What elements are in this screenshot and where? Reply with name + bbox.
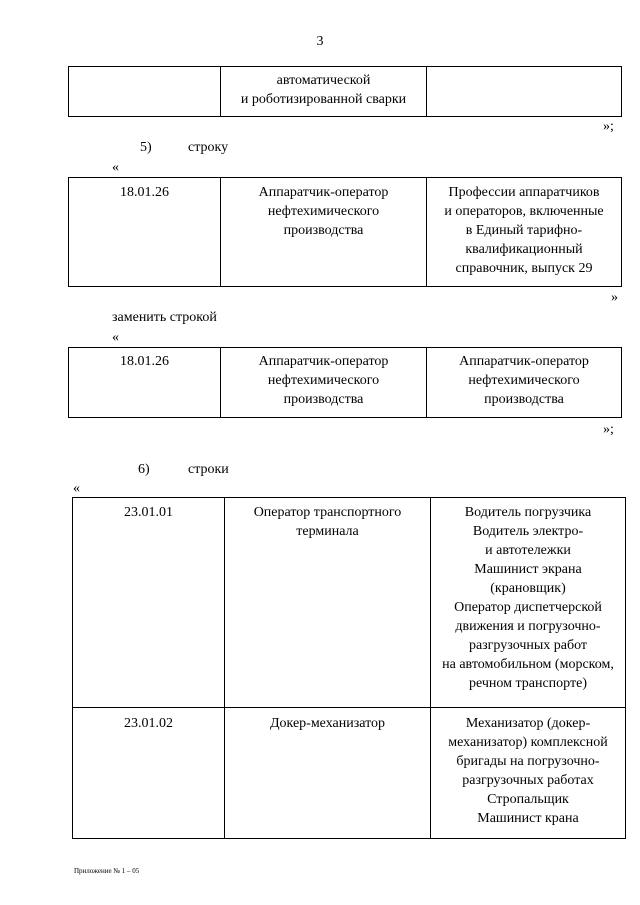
- related-line: бригады на погрузочно-: [456, 754, 600, 769]
- related-line: Машинист экрана: [474, 562, 582, 577]
- table-old-row: [68, 177, 622, 287]
- profession-name-cell: [221, 348, 427, 418]
- related-line: справочник, выпуск 29: [455, 261, 593, 276]
- code-cell: [73, 708, 225, 839]
- table-row: [69, 67, 622, 117]
- closing-quote: »;: [603, 119, 614, 134]
- related-line: механизатор) комплексной: [448, 735, 608, 750]
- name-line: и роботизированной сварки: [240, 92, 407, 107]
- related-line: на автомобильном (морском,: [442, 657, 614, 672]
- related-line: и автотележки: [485, 543, 571, 558]
- table-row: [69, 348, 622, 418]
- related-line: движения и погрузочно-: [455, 619, 601, 634]
- related-line: Водитель погрузчика: [464, 505, 592, 520]
- related-line: (крановщик): [490, 581, 566, 596]
- related-line: разгрузочных работ: [468, 638, 588, 653]
- related-line: квалификационный: [465, 242, 583, 257]
- related-professions-cell: [431, 708, 626, 839]
- code-text: 23.01.02: [124, 716, 173, 731]
- opening-quote: «: [73, 481, 80, 496]
- name-line: нефтехимического: [267, 373, 380, 388]
- related-line: Машинист крана: [477, 811, 579, 826]
- related-line: Механизатор (докер-: [465, 716, 591, 731]
- replace-instruction: заменить строкой: [112, 310, 217, 325]
- closing-quote: »: [611, 290, 618, 305]
- code-cell: [73, 498, 225, 708]
- profession-name-cell: [225, 708, 431, 839]
- profession-name-cell: [225, 498, 431, 708]
- name-line: терминала: [296, 524, 359, 539]
- related-line: речном транспорте): [468, 676, 587, 691]
- opening-quote: «: [112, 160, 119, 175]
- item-word: строку: [188, 140, 229, 155]
- code-cell: [69, 178, 221, 287]
- page-number: 3: [316, 34, 324, 49]
- item-number: 6): [138, 462, 150, 477]
- related-line: в Единый тарифно-: [465, 223, 583, 238]
- related-line: Аппаратчик-оператор: [459, 354, 589, 369]
- code-text: 18.01.26: [120, 354, 169, 369]
- name-line: нефтехимического: [267, 204, 380, 219]
- related-professions-cell: [427, 178, 622, 287]
- name-line: Аппаратчик-оператор: [258, 185, 389, 200]
- name-line: Аппаратчик-оператор: [258, 354, 389, 369]
- code-cell: [69, 67, 221, 117]
- related-professions-cell: [427, 348, 622, 418]
- table-row: [69, 178, 622, 287]
- item-number: 5): [140, 140, 152, 155]
- code-text: 18.01.26: [120, 185, 169, 200]
- name-line: автоматической: [276, 73, 371, 88]
- related-line: нефтехимического: [468, 373, 580, 388]
- profession-name-cell: [221, 178, 427, 287]
- item-word: строки: [188, 462, 229, 477]
- code-text: 23.01.01: [124, 505, 173, 520]
- code-cell: [69, 348, 221, 418]
- name-line: Докер-механизатор: [269, 716, 386, 731]
- table-section6: [72, 497, 626, 839]
- related-professions-cell: [431, 498, 626, 708]
- related-line: и операторов, включенные: [444, 204, 604, 219]
- opening-quote: «: [112, 330, 119, 345]
- table-row: [73, 498, 626, 708]
- related-line: производства: [484, 392, 564, 407]
- table-continuation: [68, 66, 622, 117]
- related-line: Профессии аппаратчиков: [448, 185, 600, 200]
- profession-name-cell: [221, 67, 427, 117]
- table-new-row: [68, 347, 622, 418]
- name-line: Оператор транспортного: [253, 505, 402, 520]
- related-line: Стропальщик: [487, 792, 569, 807]
- table-row: [73, 708, 626, 839]
- closing-quote: »;: [603, 422, 614, 437]
- related-professions-cell: [427, 67, 622, 117]
- name-line: производства: [283, 392, 364, 407]
- footer-note: Приложение № 1 – 05: [74, 867, 140, 875]
- related-line: Водитель электро-: [472, 524, 584, 539]
- related-line: разгрузочных работах: [462, 773, 594, 788]
- related-line: Оператор диспетчерской: [454, 600, 602, 615]
- name-line: производства: [283, 223, 364, 238]
